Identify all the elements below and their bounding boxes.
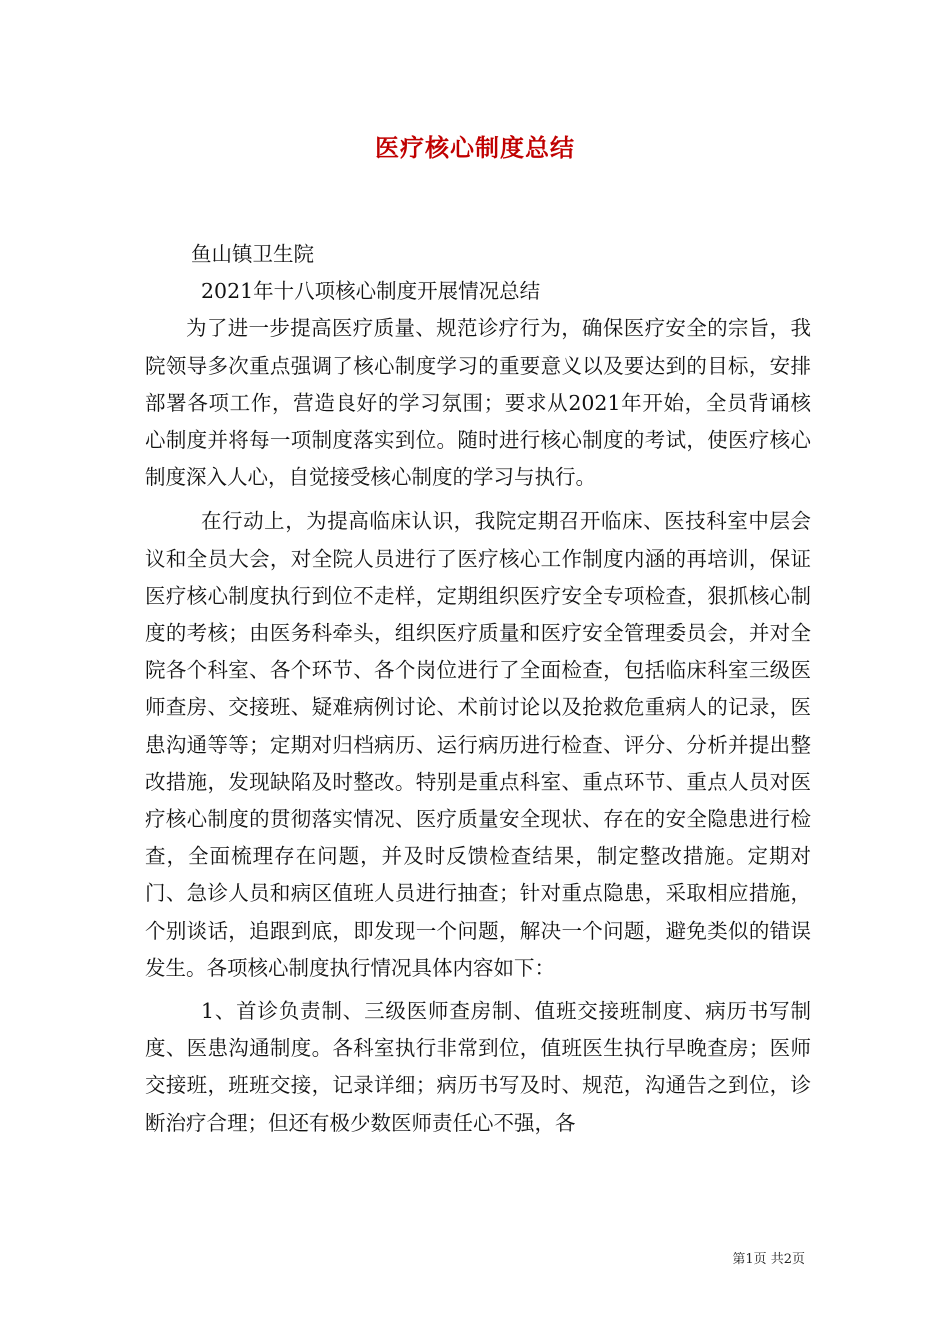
paragraph-actions: 在行动上，为提高临床认识，我院定期召开临床、医技科室中层会议和全员大会，对全院人员进行了医疗核心工作制度内涵的再培训，保证医疗核心制度执行到位不走样，定期组织医疗安全专项检查，狠抓核心制度的考核；由医务科牵头，组织医疗质量和医疗安全管理委员会，并对全院各个科室、各个环节、各个岗位进行了全面检查，包括临床科室三级医师查房、交接班、疑难病例讨论、术前讨论以及抢救危重病人的记录，医患沟通等等；定期对归档病历、运行病历进行检查、评分、分析并提出整改措施，发现缺陷及时整改。特别是重点科室、重点环节、重点人员对医疗核心制度的贯彻落实情况、医疗质量安全现状、存在的安全隐患进行检查，全面梳理存在问题，并及时反馈检查结果，制定整改措施。定期对门、急诊人员和病区值班人员进行抽查；针对重点隐患，采取相应措施，个别谈话，追跟到底，即发现一个问题，解决一个问题，避免类似的错误发生。各项核心制度执行情况具体内容如下： (145, 509, 811, 980)
document-body (145, 236, 811, 1142)
page-footer: 第1页 共2页 (732, 1252, 805, 1267)
paragraph-item-1: 1、首诊负责制、三级医师查房制、值班交接班制度、病历书写制度、医患沟通制度。各科室执行非常到位，值班医生执行早晚查房；医师交接班，班班交接，记录详细；病历书写及时、规范，沟通告之到位，诊断治疗合理；但还有极少数医师责任心不强，各 (145, 999, 811, 1135)
report-subtitle: 2021年十八项核心制度开展情况总结 (201, 279, 541, 304)
organization-name: 鱼山镇卫生院 (191, 242, 314, 266)
paragraph-intro: 为了进一步提高医疗质量、规范诊疗行为，确保医疗安全的宗旨，我院领导多次重点强调了核心制度学习的重要意义以及要达到的目标，安排部署各项工作，营造良好的学习氛围；要求从2021年开始，全员背诵核心制度并将每一项制度落实到位。随时进行核心制度的考试，使医疗核心制度深入人心，自觉接受核心制度的学习与执行。 (145, 316, 811, 490)
document-title: 医疗核心制度总结 (375, 133, 575, 162)
